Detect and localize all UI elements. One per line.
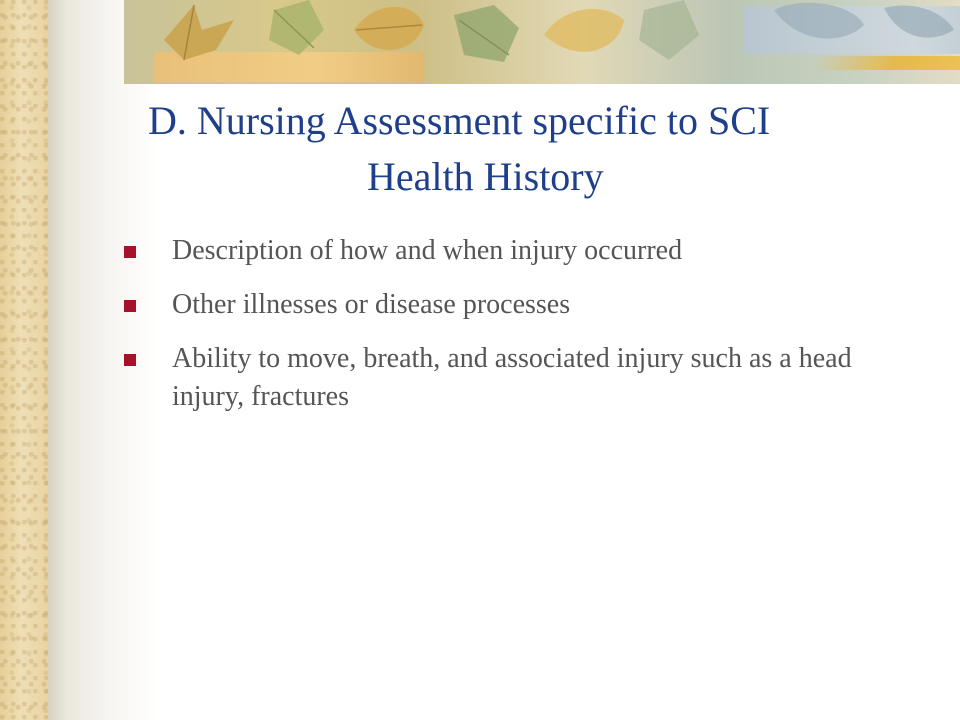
leaf-icon bbox=[639, 0, 699, 60]
red-square-bullet-icon bbox=[124, 354, 136, 366]
leaves-banner-art bbox=[124, 0, 960, 84]
parchment-strip bbox=[0, 0, 48, 720]
leaf-icon bbox=[454, 5, 519, 62]
red-square-bullet-icon bbox=[124, 300, 136, 312]
bullet-item bbox=[122, 340, 882, 416]
bullet-item bbox=[122, 232, 882, 270]
bullet-text: Description of how and when injury occurred bbox=[172, 235, 683, 266]
bullet-text: Other illnesses or disease processes bbox=[172, 289, 571, 320]
title-subtitle: Health History bbox=[367, 154, 604, 199]
bullet-item bbox=[122, 286, 882, 324]
leaf-icon bbox=[164, 5, 234, 60]
leaves-banner bbox=[124, 0, 960, 84]
leaf-icon bbox=[269, 0, 324, 55]
leaf-icon bbox=[544, 9, 624, 52]
red-square-bullet-icon bbox=[124, 246, 136, 258]
bullet-list bbox=[122, 232, 882, 416]
bullet-text: Ability to move, breath, and associated injury such as a head injury, fractures bbox=[172, 343, 852, 412]
leaf-icon bbox=[774, 3, 954, 39]
title-main: D. Nursing Assessment specific to SCI bbox=[148, 98, 771, 143]
leaf-icon bbox=[354, 7, 424, 50]
